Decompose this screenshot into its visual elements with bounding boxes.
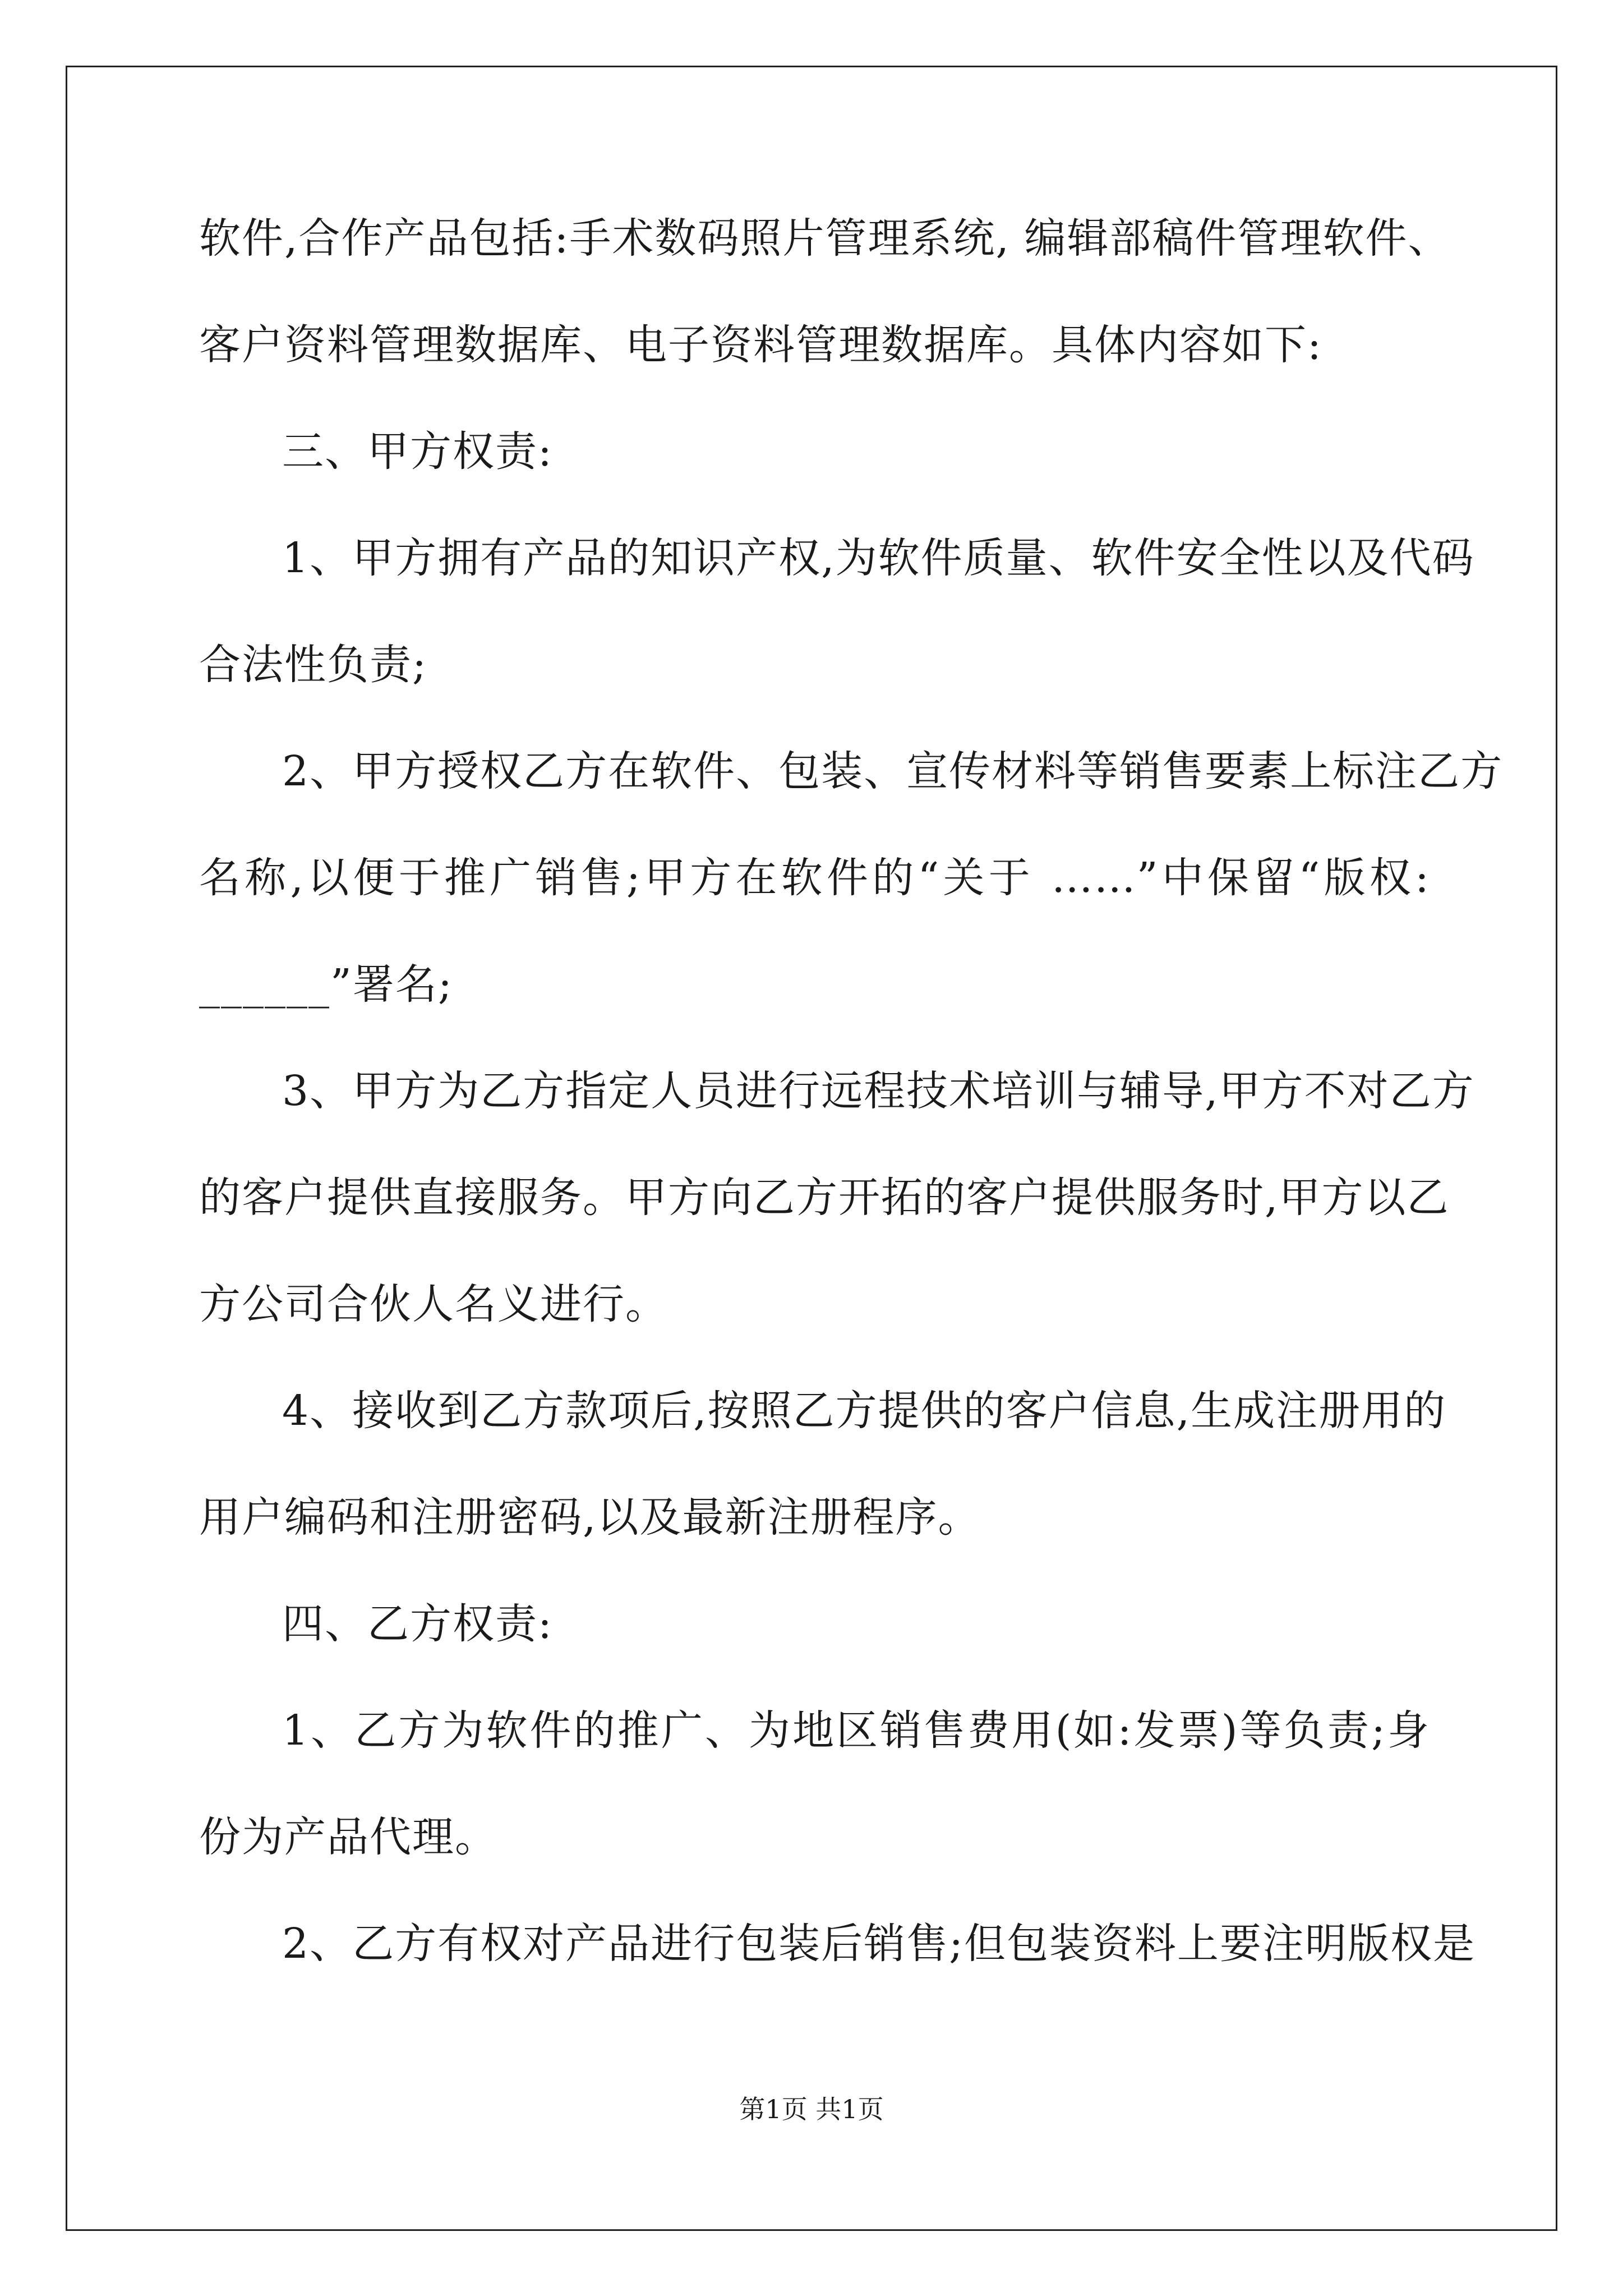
paragraph-line: 2、乙方有权对产品进行包装后销售;但包装资料上要注明版权是 [282, 1920, 1476, 1968]
paragraph-line: 3、甲方为乙方指定人员进行远程技术培训与辅导,甲方不对乙方 [282, 1067, 1475, 1115]
paragraph-line: 软件,合作产品包括:手术数码照片管理系统, 编辑部稿件管理软件、 [199, 214, 1451, 263]
paragraph-line: 1、乙方为软件的推广、为地区销售费用(如:发票)等负责;身 [282, 1706, 1430, 1755]
page-number-footer: 第1页 共1页 [739, 2094, 884, 2124]
paragraph-line: 名称,以便于推广销售;甲方在软件的“关于 ……”中保留“版权: [199, 854, 1430, 902]
paragraph-line: 的客户提供直接服务。甲方向乙方开拓的客户提供服务时,甲方以乙 [199, 1174, 1450, 1222]
paragraph-line: 合法性负责; [199, 641, 427, 689]
paragraph-line: 1、甲方拥有产品的知识产权,为软件质量、软件安全性以及代码 [282, 534, 1475, 582]
section-heading: 四、乙方权责: [282, 1600, 553, 1648]
page-border [66, 66, 1557, 2231]
paragraph-line: 用户编码和注册密码,以及最新注册程序。 [199, 1493, 981, 1542]
paragraph-line: 客户资料管理数据库、电子资料管理数据库。具体内容如下: [199, 321, 1322, 369]
paragraph-line: 2、甲方授权乙方在软件、包装、宣传材料等销售要素上标注乙方 [282, 747, 1504, 795]
paragraph-line: ______”署名; [199, 960, 453, 1009]
paragraph-line: 方公司合伙人名义进行。 [199, 1280, 668, 1328]
paragraph-line: 4、接收到乙方款项后,按照乙方提供的客户信息,生成注册用的 [282, 1387, 1447, 1435]
section-heading: 三、甲方权责: [282, 427, 553, 476]
paragraph-line: 份为产品代理。 [199, 1813, 497, 1861]
